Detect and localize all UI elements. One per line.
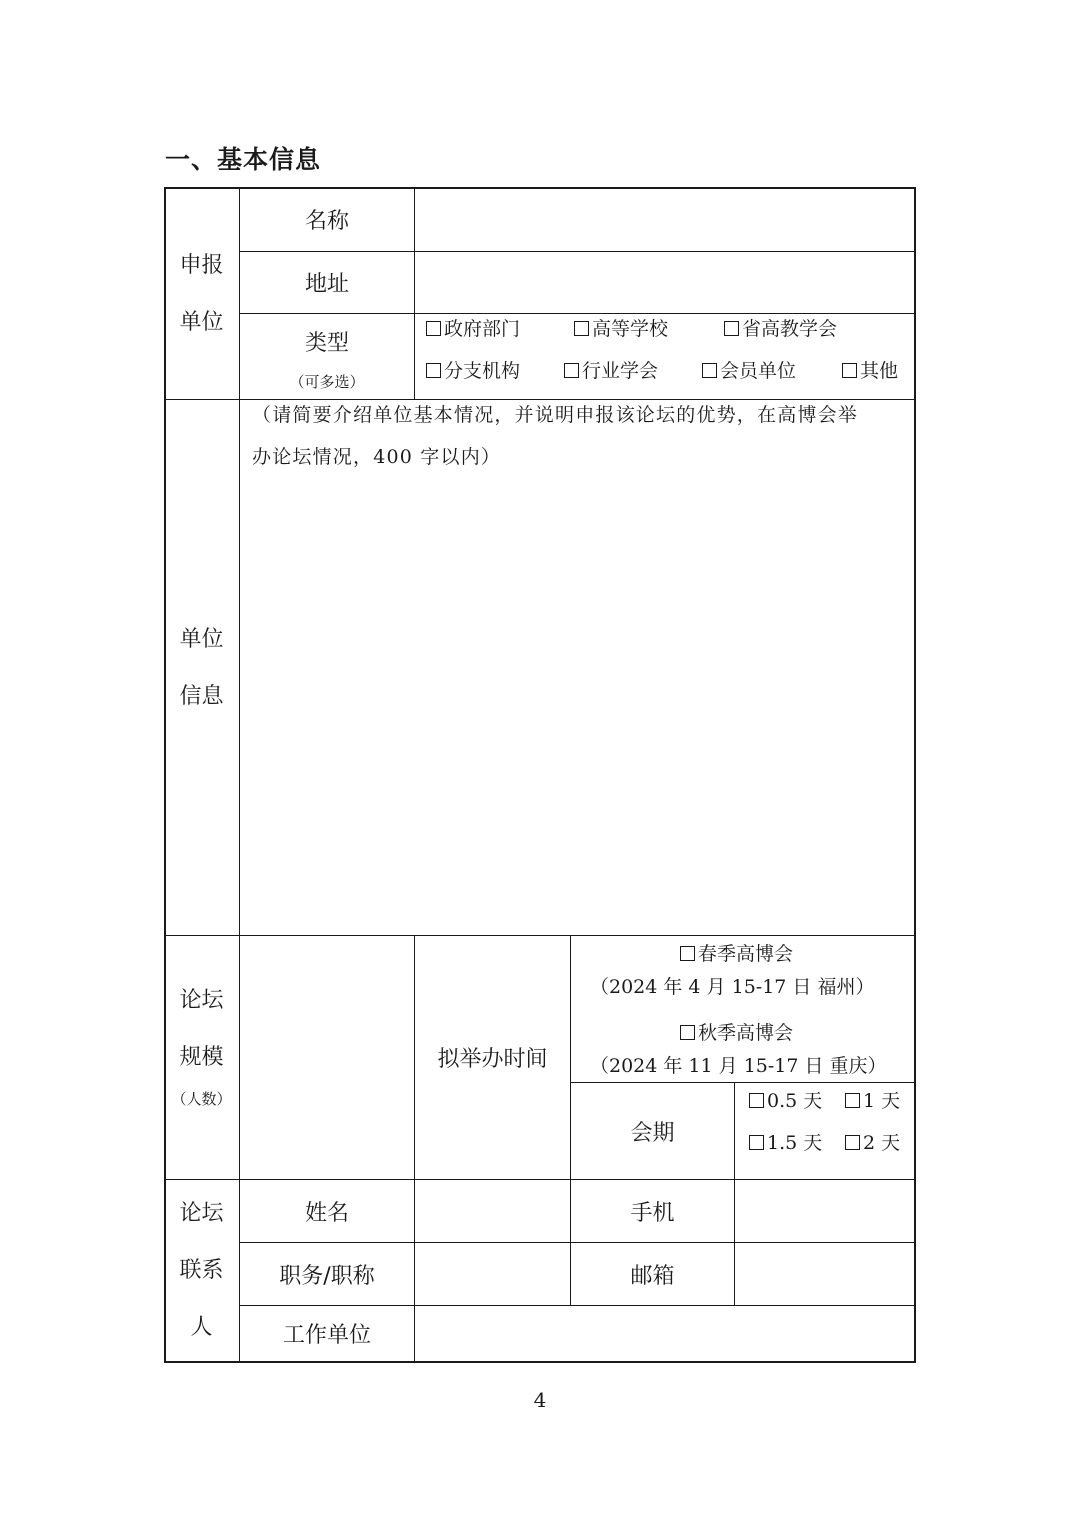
spring-fair-option[interactable] bbox=[680, 945, 793, 964]
address-field[interactable] bbox=[415, 252, 912, 313]
duration-option-1[interactable] bbox=[845, 1092, 900, 1111]
contact-group-label bbox=[164, 1185, 239, 1356]
option-label: 0.5 天 bbox=[767, 1090, 823, 1112]
workplace-field[interactable] bbox=[415, 1306, 912, 1360]
page-number: 4 bbox=[533, 1388, 547, 1412]
option-label: 高等学校 bbox=[592, 318, 669, 340]
position-label-cell bbox=[240, 1243, 414, 1305]
type-option-industry-society[interactable] bbox=[564, 362, 658, 381]
phone-field[interactable] bbox=[735, 1180, 912, 1242]
name-field[interactable] bbox=[415, 189, 912, 251]
forum-scale-field[interactable] bbox=[240, 936, 414, 1179]
forum-scale-label-line-2: 规模 bbox=[179, 1045, 224, 1070]
checkbox[interactable] bbox=[702, 363, 717, 378]
option-label: 1 天 bbox=[863, 1090, 901, 1112]
type-option-government[interactable] bbox=[426, 320, 520, 339]
type-option-member-unit[interactable] bbox=[702, 362, 796, 381]
address-label: 地址 bbox=[304, 272, 349, 297]
forum-scale-note: （人数） bbox=[171, 1090, 232, 1108]
checkbox[interactable] bbox=[724, 321, 739, 336]
contact-label-line-1: 论坛 bbox=[179, 1201, 224, 1226]
unit-info-label-line-1: 单位 bbox=[179, 627, 224, 652]
checkbox[interactable] bbox=[749, 1135, 764, 1150]
forum-scale-label-line-1: 论坛 bbox=[179, 988, 224, 1013]
duration-option-0-5[interactable] bbox=[749, 1092, 822, 1111]
unit-info-instruction-2: 办论坛情况，400 字以内） bbox=[252, 446, 502, 468]
type-note: （可多选） bbox=[289, 372, 365, 391]
checkbox[interactable] bbox=[426, 363, 441, 378]
basic-info-form bbox=[164, 187, 916, 1363]
unit-info-field[interactable] bbox=[240, 400, 912, 935]
checkbox[interactable] bbox=[680, 1025, 695, 1040]
divider bbox=[734, 1082, 735, 1179]
checkbox[interactable] bbox=[564, 363, 579, 378]
email-label: 邮箱 bbox=[630, 1263, 675, 1289]
unit-info-label bbox=[164, 611, 239, 725]
name-label-cell bbox=[240, 187, 414, 251]
workplace-label-cell bbox=[240, 1306, 414, 1360]
address-label-cell bbox=[240, 252, 414, 313]
duration-option-2[interactable] bbox=[845, 1134, 900, 1153]
workplace-label: 工作单位 bbox=[282, 1322, 371, 1348]
duration-label-cell bbox=[571, 1083, 734, 1179]
duration-label: 会期 bbox=[630, 1120, 675, 1146]
contact-label-line-3: 人 bbox=[190, 1315, 213, 1340]
type-label-cell bbox=[240, 314, 414, 399]
position-field[interactable] bbox=[415, 1243, 570, 1305]
email-label-cell bbox=[571, 1243, 734, 1305]
contact-name-label-cell bbox=[240, 1180, 414, 1242]
checkbox[interactable] bbox=[680, 946, 695, 961]
contact-name-field[interactable] bbox=[415, 1180, 570, 1242]
duration-option-1-5[interactable] bbox=[749, 1134, 822, 1153]
phone-label: 手机 bbox=[630, 1200, 675, 1226]
option-label: 其他 bbox=[860, 360, 899, 382]
option-label: 分支机构 bbox=[444, 360, 521, 382]
option-label: 政府部门 bbox=[444, 318, 521, 340]
time-label-cell bbox=[415, 936, 570, 1179]
type-option-provincial-association[interactable] bbox=[724, 320, 837, 339]
email-field[interactable] bbox=[735, 1243, 912, 1305]
applicant-label-line-2: 单位 bbox=[179, 310, 224, 335]
position-label: 职务/职称 bbox=[279, 1263, 375, 1289]
option-label: 2 天 bbox=[863, 1132, 901, 1154]
option-label: 行业学会 bbox=[582, 360, 659, 382]
forum-scale-label bbox=[164, 972, 239, 1112]
checkbox[interactable] bbox=[574, 321, 589, 336]
option-label: 1.5 天 bbox=[767, 1132, 823, 1154]
type-option-other[interactable] bbox=[842, 362, 898, 381]
type-option-branch[interactable] bbox=[426, 362, 520, 381]
checkbox[interactable] bbox=[842, 363, 857, 378]
spring-fair-detail: （2024 年 4 月 15-17 日 福州） bbox=[590, 976, 875, 998]
contact-label-line-2: 联系 bbox=[179, 1258, 224, 1283]
time-label: 拟举办时间 bbox=[437, 1047, 548, 1072]
option-label: 春季高博会 bbox=[698, 943, 794, 965]
type-label: 类型 bbox=[304, 330, 349, 356]
applicant-group-label bbox=[164, 237, 239, 351]
unit-info-label-line-2: 信息 bbox=[179, 684, 224, 709]
applicant-label-line-1: 申报 bbox=[179, 253, 224, 278]
name-label: 名称 bbox=[304, 208, 349, 234]
checkbox[interactable] bbox=[749, 1093, 764, 1108]
phone-label-cell bbox=[571, 1180, 734, 1242]
option-label: 会员单位 bbox=[720, 360, 797, 382]
checkbox[interactable] bbox=[845, 1135, 860, 1150]
autumn-fair-detail: （2024 年 11 月 15-17 日 重庆） bbox=[590, 1055, 887, 1077]
checkbox[interactable] bbox=[426, 321, 441, 336]
option-label: 秋季高博会 bbox=[698, 1022, 794, 1044]
option-label: 省高教学会 bbox=[742, 318, 838, 340]
autumn-fair-option[interactable] bbox=[680, 1024, 793, 1043]
unit-info-instruction-1: （请简要介绍单位基本情况，并说明申报该论坛的优势，在高博会举 bbox=[252, 404, 859, 426]
checkbox[interactable] bbox=[845, 1093, 860, 1108]
contact-name-label: 姓名 bbox=[304, 1200, 349, 1226]
type-option-university[interactable] bbox=[574, 320, 668, 339]
section-title: 一、基本信息 bbox=[165, 145, 322, 174]
